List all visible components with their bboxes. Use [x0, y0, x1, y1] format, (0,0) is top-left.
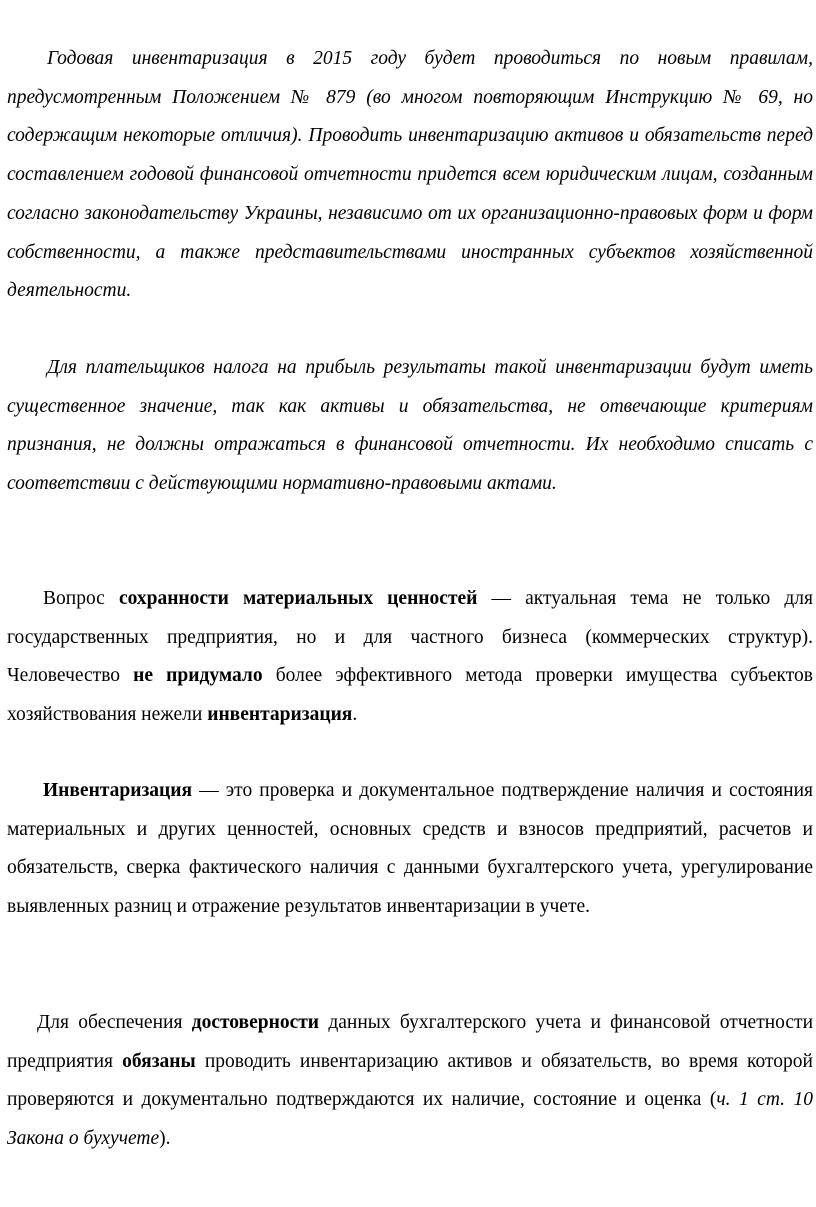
bold-term-inventory: инвентаризация: [207, 704, 353, 726]
text-span: Для обеспечения: [37, 1012, 192, 1033]
paragraph-material-values: [7, 580, 813, 735]
bold-term-inventory-definition: Инвентаризация: [43, 780, 193, 801]
text-span: .: [352, 704, 358, 726]
bold-term-safety: сохранности материальных ценностей: [118, 588, 478, 609]
text-span: более эффективного метода проверки имущества субъектов хозяйствования нежели: [7, 665, 813, 726]
paragraph-inventory-definition: [7, 772, 813, 927]
law-reference: ч. 1 ст. 10 Закона о бухучете: [7, 1089, 814, 1150]
paragraph-reliability: [7, 1004, 813, 1159]
text-span: — актуальная тема не только для государственных предприятия, но и для частного бизнеса (коммерческих структур). Человечество: [7, 588, 814, 687]
text-span: — это проверка и документальное подтверждение наличия и состояния материальных и других ценностей, основных средств и взносов предприятий, расчетов и обязательств, сверка фактического наличия с данными бухгалтерского учета, урегулирование выявленных разниц и отражение результатов инвентаризации в учете.: [7, 780, 813, 918]
paragraph-annual-inventory: Годовая инвентаризация в 2015 году будет проводиться по новым правилам, предусмотренным Положением № 879 (во многом повторяющим Инструкцию № 69, но содержащим некоторые отличия). Проводить инвентаризацию активов и обязательств перед составлением годовой финансовой отчетности придется всем юридическим лицам, созданным согласно законодательству Украины, независимо от их организационно-правовых форм и форм собственности, а также представительствами иностранных субъектов хозяйственной деятельности.: [7, 48, 813, 302]
bold-term-not-invented: не придумало: [133, 665, 263, 687]
text-span: ).: [159, 1128, 171, 1150]
text-span: данных бухгалтерского учета и финансовой отчетности предприятия: [7, 1012, 813, 1072]
text-span: Вопрос: [43, 588, 119, 609]
text-span: проводить инвентаризацию активов и обязательств, во время которой проверяются и документально подтверждаются их наличие, состояние и оценка (: [7, 1050, 813, 1111]
paragraph-profit-tax-payers: Для плательщиков налога на прибыль результаты такой инвентаризации будут иметь существенное значение, так как активы и обязательства, не отвечающие критериям признания, не должны отражаться в финансовой отчетности. Их необходимо списать с соответствии с действующими нормативно-правовыми актами.: [7, 357, 813, 495]
bold-term-obliged: обязаны: [122, 1050, 196, 1072]
bold-term-reliability: достоверности: [191, 1012, 320, 1033]
